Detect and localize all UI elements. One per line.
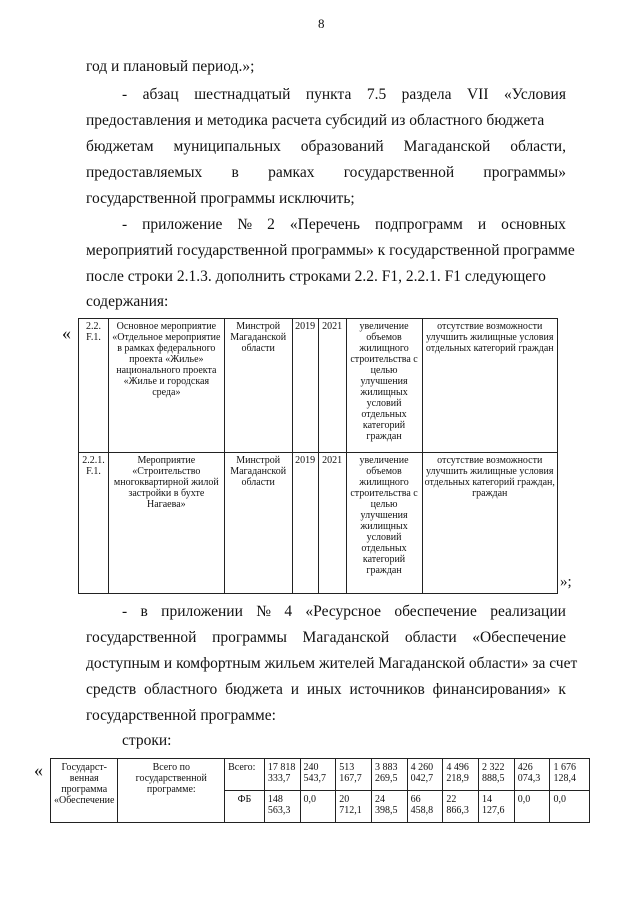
text-line-14: средств областного бюджета и иных источников финансирования» к xyxy=(86,681,566,698)
value-cell: 4 496 218,9 xyxy=(443,759,479,791)
measure-name: Мероприятие «Строительство многоквартирной жилой застройки в бухте Нагаева» xyxy=(108,453,224,594)
end-year: 2021 xyxy=(318,453,346,594)
value-cell: 66 458,8 xyxy=(407,791,443,823)
text-line-4: бюджетам муниципальных образований Магаданской области, xyxy=(86,138,566,155)
start-year: 2019 xyxy=(292,319,318,453)
measure-name: Основное мероприятие «Отдельное мероприятие в рамках федерального проекта «Жилье» национального проекта «Жилье и городская среда» xyxy=(108,319,224,453)
text-line-3: предоставления и методика расчета субсидий из областного бюджета xyxy=(86,112,545,129)
page-number: 8 xyxy=(318,16,325,31)
expected-result: увеличение объемов жилищного строительства с целью улучшения жилищных условий отдельных категорий граждан xyxy=(346,453,422,594)
row-label: Всего: xyxy=(225,759,265,791)
table-row xyxy=(79,319,558,453)
value-cell: 20 712,1 xyxy=(336,791,372,823)
text-line-13: доступным и комфортным жильем жителей Магаданской области» за счет xyxy=(86,655,578,672)
text-line-1: год и плановый период.»; xyxy=(86,58,255,75)
text-line-2: - абзац шестнадцатый пункта 7.5 раздела VII «Условия xyxy=(122,86,566,103)
text-line-5: предоставляемых в рамках государственной программы» xyxy=(86,164,566,181)
total-label: Всего по государственной программе: xyxy=(118,759,225,823)
text-line-11: - в приложении № 4 «Ресурсное обеспечение реализации xyxy=(122,603,566,620)
value-cell: 4 260 042,7 xyxy=(407,759,443,791)
value-cell: 24 398,5 xyxy=(371,791,407,823)
row-number: 2.2. F.1. xyxy=(79,319,109,453)
value-cell: 0,0 xyxy=(514,791,550,823)
value-cell: 0,0 xyxy=(550,791,590,823)
value-cell: 22 866,3 xyxy=(443,791,479,823)
risk: отсутствие возможности улучшить жилищные условия отдельных категорий граждан, граждан xyxy=(422,453,558,594)
text-line-10: содержания: xyxy=(86,293,169,310)
value-cell: 426 074,3 xyxy=(514,759,550,791)
value-cell: 240 543,7 xyxy=(300,759,336,791)
expected-result: увеличение объемов жилищного строительства с целью улучшения жилищных условий отдельных категорий граждан xyxy=(346,319,422,453)
text-line-12: государственной программы Магаданской области «Обеспечение xyxy=(86,629,566,646)
value-cell: 3 883 269,5 xyxy=(371,759,407,791)
text-line-7: - приложение № 2 «Перечень подпрограмм и основных xyxy=(122,216,566,233)
quote-close: »; xyxy=(560,574,572,590)
executor: Минстрой Магаданской области xyxy=(224,453,292,594)
resource-table xyxy=(50,758,590,823)
value-cell: 1 676 128,4 xyxy=(550,759,590,791)
text-line-15: государственной программе: xyxy=(86,707,276,724)
end-year: 2021 xyxy=(318,319,346,453)
row-number: 2.2.1. F.1. xyxy=(79,453,109,594)
value-cell: 2 322 888,5 xyxy=(479,759,515,791)
start-year: 2019 xyxy=(292,453,318,594)
text-line-6: государственной программы исключить; xyxy=(86,190,355,207)
quote-open-2: « xyxy=(34,760,43,780)
value-cell: 148 563,3 xyxy=(264,791,300,823)
text-line-8: мероприятий государственной программы» к государственной программе xyxy=(86,242,575,259)
program-table xyxy=(78,318,558,594)
text-line-9: после строки 2.1.3. дополнить строками 2.2. F1, 2.2.1. F1 следующего xyxy=(86,268,546,285)
value-cell: 17 818 333,7 xyxy=(264,759,300,791)
risk: отсутствие возможности улучшить жилищные условия отдельных категорий граждан xyxy=(422,319,558,453)
quote-open-1: « xyxy=(62,323,71,343)
table-row xyxy=(79,453,558,594)
text-line-16: строки: xyxy=(122,732,172,749)
table-row xyxy=(51,759,590,791)
executor: Минстрой Магаданской области xyxy=(224,319,292,453)
value-cell: 0,0 xyxy=(300,791,336,823)
value-cell: 513 167,7 xyxy=(336,759,372,791)
row-label: ФБ xyxy=(225,791,265,823)
program-name: Государст-венная программа «Обеспечение xyxy=(51,759,118,823)
value-cell: 14 127,6 xyxy=(479,791,515,823)
